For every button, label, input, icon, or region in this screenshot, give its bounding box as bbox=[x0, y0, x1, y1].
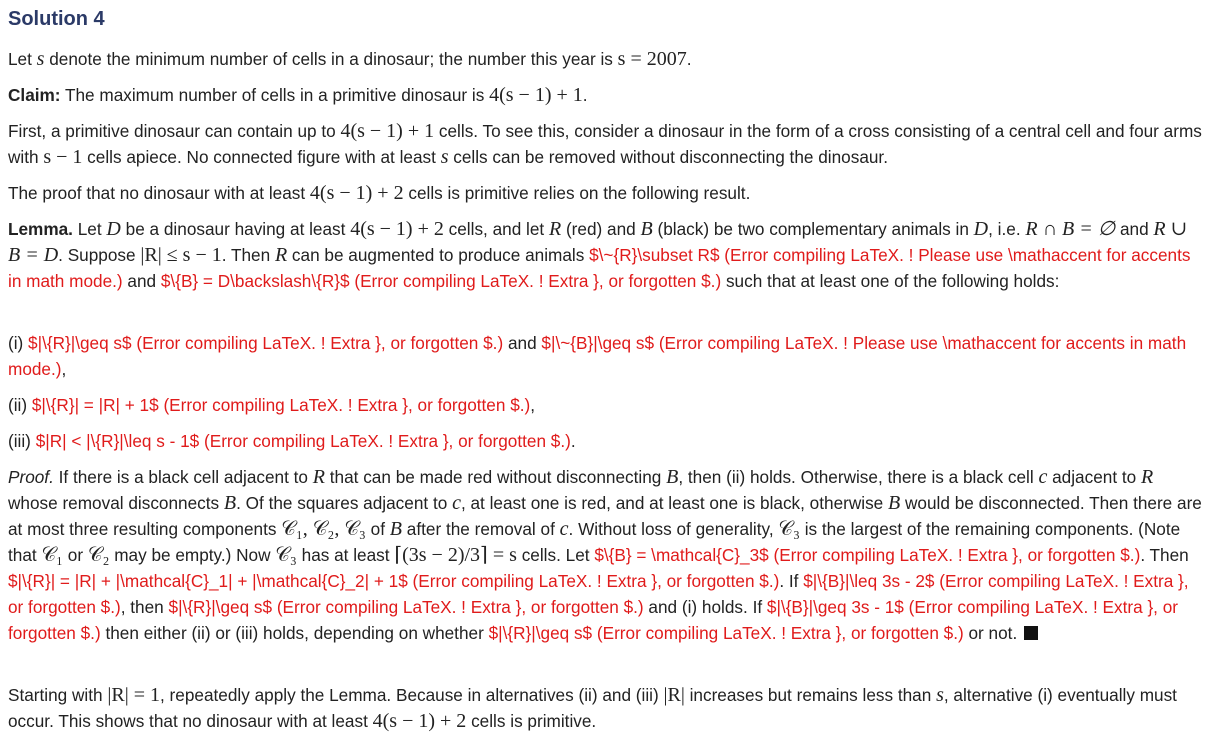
conclusion-paragraph bbox=[8, 682, 1203, 734]
math: R ∪ B = D bbox=[8, 218, 1188, 266]
math: R bbox=[312, 466, 325, 488]
qed-icon bbox=[1024, 626, 1038, 640]
text: whose removal disconnects bbox=[8, 493, 224, 513]
text: (red) and bbox=[561, 219, 641, 239]
text: . Then bbox=[221, 245, 275, 265]
text: is the largest of the remaining components. (Note that bbox=[8, 519, 1181, 565]
text: can be augmented to produce animals bbox=[287, 245, 590, 265]
text: cells. Let bbox=[516, 545, 595, 565]
text: cells is primitive. bbox=[466, 711, 597, 731]
text: (black) be two complementary animals in bbox=[652, 219, 974, 239]
item-label: (i) bbox=[8, 333, 29, 353]
latex-error: $|\{R}|\geq s$ (Error compiling LaTeX. ! Extra }, or forgotten $.) bbox=[488, 623, 964, 643]
math: 𝒞₁ bbox=[41, 544, 64, 566]
math: R bbox=[1141, 466, 1154, 488]
text: , then (ii) holds. Otherwise, there is a black cell bbox=[678, 467, 1039, 487]
text: . Then bbox=[1140, 545, 1189, 565]
math: 4(s − 1) + 2 bbox=[309, 182, 404, 204]
latex-error: $|\{R}| = |R| + |\mathcal{C}_1| + |\mathcal{C}_2| + 1$ (Error compiling LaTeX. ! Extra }, or forgotten $.) bbox=[8, 571, 780, 591]
math: |R| = 1 bbox=[107, 684, 160, 706]
text: , repeatedly apply the Lemma. Because in alternatives (ii) and (iii) bbox=[160, 685, 664, 705]
math: 4(s − 1) + 1 bbox=[489, 84, 583, 106]
latex-error: $|\{R}|\geq s$ (Error compiling LaTeX. ! Extra }, or forgotten $.) bbox=[168, 597, 644, 617]
text: and bbox=[503, 333, 542, 353]
text: increases but remains less than bbox=[684, 685, 937, 705]
text: . Without loss of generality, bbox=[568, 519, 779, 539]
math: 4(s − 1) + 2 bbox=[372, 710, 467, 732]
text: . bbox=[570, 431, 576, 451]
text: Starting with bbox=[8, 685, 108, 705]
text: of bbox=[365, 519, 390, 539]
text: and bbox=[1115, 219, 1154, 239]
latex-error: $\{B} = D\backslash\{R}$ (Error compiling LaTeX. ! Extra }, or forgotten $.) bbox=[160, 271, 722, 291]
proof-label: Proof. bbox=[8, 467, 54, 487]
text: may be empty.) Now bbox=[109, 545, 276, 565]
text: Let bbox=[72, 219, 107, 239]
latex-error: $\~{R}\subset R$ (Error compiling LaTeX. ! Please use \mathaccent for accents in math mode.) bbox=[8, 245, 1191, 291]
lemma-label: Lemma. bbox=[8, 219, 73, 239]
math: s bbox=[936, 684, 944, 706]
math: 𝒞₂ bbox=[87, 544, 110, 566]
proof-intro-paragraph bbox=[8, 180, 1203, 206]
math: D bbox=[106, 218, 121, 240]
text: after the removal of bbox=[402, 519, 560, 539]
text: cells, and let bbox=[443, 219, 549, 239]
text: , then bbox=[120, 597, 169, 617]
math: c bbox=[559, 518, 569, 540]
text: be a dinosaur having at least bbox=[120, 219, 351, 239]
math: s bbox=[440, 146, 449, 168]
text: and (i) holds. If bbox=[643, 597, 767, 617]
text: cells. To see this, consider a dinosaur in the form of a cross consisting of a central cell and four arms with bbox=[8, 121, 1202, 167]
latex-error: $|\{B}|\geq 3s - 1$ (Error compiling LaTeX. ! Extra }, or forgotten $.) bbox=[8, 597, 1179, 643]
text: , bbox=[530, 395, 536, 415]
page-title: Solution 4 bbox=[8, 8, 105, 30]
text: or bbox=[63, 545, 88, 565]
math: R ∩ B = ∅ bbox=[1025, 218, 1116, 240]
text: denote the minimum number of cells in a dinosaur; the number this year is bbox=[44, 49, 618, 69]
math: B bbox=[640, 218, 653, 240]
math: |R| bbox=[663, 684, 685, 706]
item-label: (ii) bbox=[8, 395, 32, 415]
math: c bbox=[1038, 466, 1048, 488]
text: cells apiece. No connected figure with at least bbox=[82, 147, 441, 167]
math: 4(s − 1) + 2 bbox=[350, 218, 444, 240]
text: . If bbox=[779, 571, 804, 591]
text: . bbox=[582, 85, 588, 105]
math: B bbox=[389, 518, 403, 540]
latex-error: $|R| < |\{R}|\leq s - 1$ (Error compiling LaTeX. ! Extra }, or forgotten $.) bbox=[35, 431, 571, 451]
text: . Of the squares adjacent to bbox=[236, 493, 453, 513]
claim-label: Claim: bbox=[8, 85, 61, 105]
text: The maximum number of cells in a primitive dinosaur is bbox=[60, 85, 490, 105]
text: would be disconnected. Then there are at most three resulting components bbox=[8, 493, 1202, 539]
math: B bbox=[888, 492, 901, 514]
text: cells can be removed without disconnecting the dinosaur. bbox=[448, 147, 888, 167]
math: 𝒞₁, 𝒞₂, 𝒞₃ bbox=[281, 518, 366, 540]
latex-error: $|\{R}|\geq s$ (Error compiling LaTeX. ! Extra }, or forgotten $.) bbox=[28, 333, 504, 353]
math: B bbox=[223, 492, 237, 514]
text: . bbox=[686, 49, 692, 69]
text: If there is a black cell adjacent to bbox=[53, 467, 313, 487]
text: that can be made red without disconnecting bbox=[324, 467, 667, 487]
latex-error: $\{B} = \mathcal{C}_3$ (Error compiling LaTeX. ! Extra }, or forgotten $.) bbox=[594, 545, 1141, 565]
text: First, a primitive dinosaur can contain up to bbox=[8, 121, 341, 141]
math: ⌈(3s − 2)/3⌉ = s bbox=[394, 544, 517, 566]
text: , bbox=[61, 359, 67, 379]
claim-paragraph bbox=[8, 82, 1203, 108]
condition-ii bbox=[8, 392, 1203, 418]
text: then either (ii) or (iii) holds, depending on whether bbox=[100, 623, 489, 643]
text: Let bbox=[8, 49, 37, 69]
math: 4(s − 1) + 1 bbox=[340, 120, 435, 142]
text: has at least bbox=[296, 545, 395, 565]
math: R bbox=[548, 218, 562, 240]
proof-paragraph bbox=[8, 464, 1203, 646]
math: |R| ≤ s − 1 bbox=[140, 244, 222, 266]
item-label: (iii) bbox=[8, 431, 36, 451]
math: 𝒞₃ bbox=[778, 518, 800, 540]
text: adjacent to bbox=[1047, 467, 1141, 487]
text: such that at least one of the following holds: bbox=[721, 271, 1060, 291]
math: s bbox=[36, 48, 45, 70]
math: s = 2007 bbox=[617, 48, 687, 70]
text: , i.e. bbox=[988, 219, 1026, 239]
math: R bbox=[274, 244, 288, 266]
math: B bbox=[666, 466, 679, 488]
math: 𝒞₃ bbox=[275, 544, 297, 566]
condition-iii bbox=[8, 428, 1203, 454]
lemma-paragraph bbox=[8, 216, 1203, 294]
construction-paragraph bbox=[8, 118, 1203, 170]
latex-error: $|\{B}|\leq 3s - 2$ (Error compiling LaTeX. ! Extra }, or forgotten $.) bbox=[8, 571, 1189, 617]
text: or not. bbox=[963, 623, 1022, 643]
latex-error: $|\~{B}|\geq s$ (Error compiling LaTeX. ! Please use \mathaccent for accents in math mode.) bbox=[8, 333, 1187, 379]
math: D bbox=[973, 218, 989, 240]
text: cells is primitive relies on the following result. bbox=[403, 183, 751, 203]
intro-paragraph bbox=[8, 46, 1203, 72]
text: and bbox=[122, 271, 161, 291]
math: c bbox=[452, 492, 461, 514]
text: , alternative (i) eventually must occur. This shows that no dinosaur with at least bbox=[8, 685, 1177, 731]
text: , at least one is red, and at least one is black, otherwise bbox=[460, 493, 889, 513]
math: s − 1 bbox=[43, 146, 83, 168]
latex-error: $|\{R}| = |R| + 1$ (Error compiling LaTeX. ! Extra }, or forgotten $.) bbox=[31, 395, 531, 415]
text: The proof that no dinosaur with at least bbox=[8, 183, 310, 203]
condition-i bbox=[8, 330, 1203, 382]
text: . Suppose bbox=[58, 245, 141, 265]
